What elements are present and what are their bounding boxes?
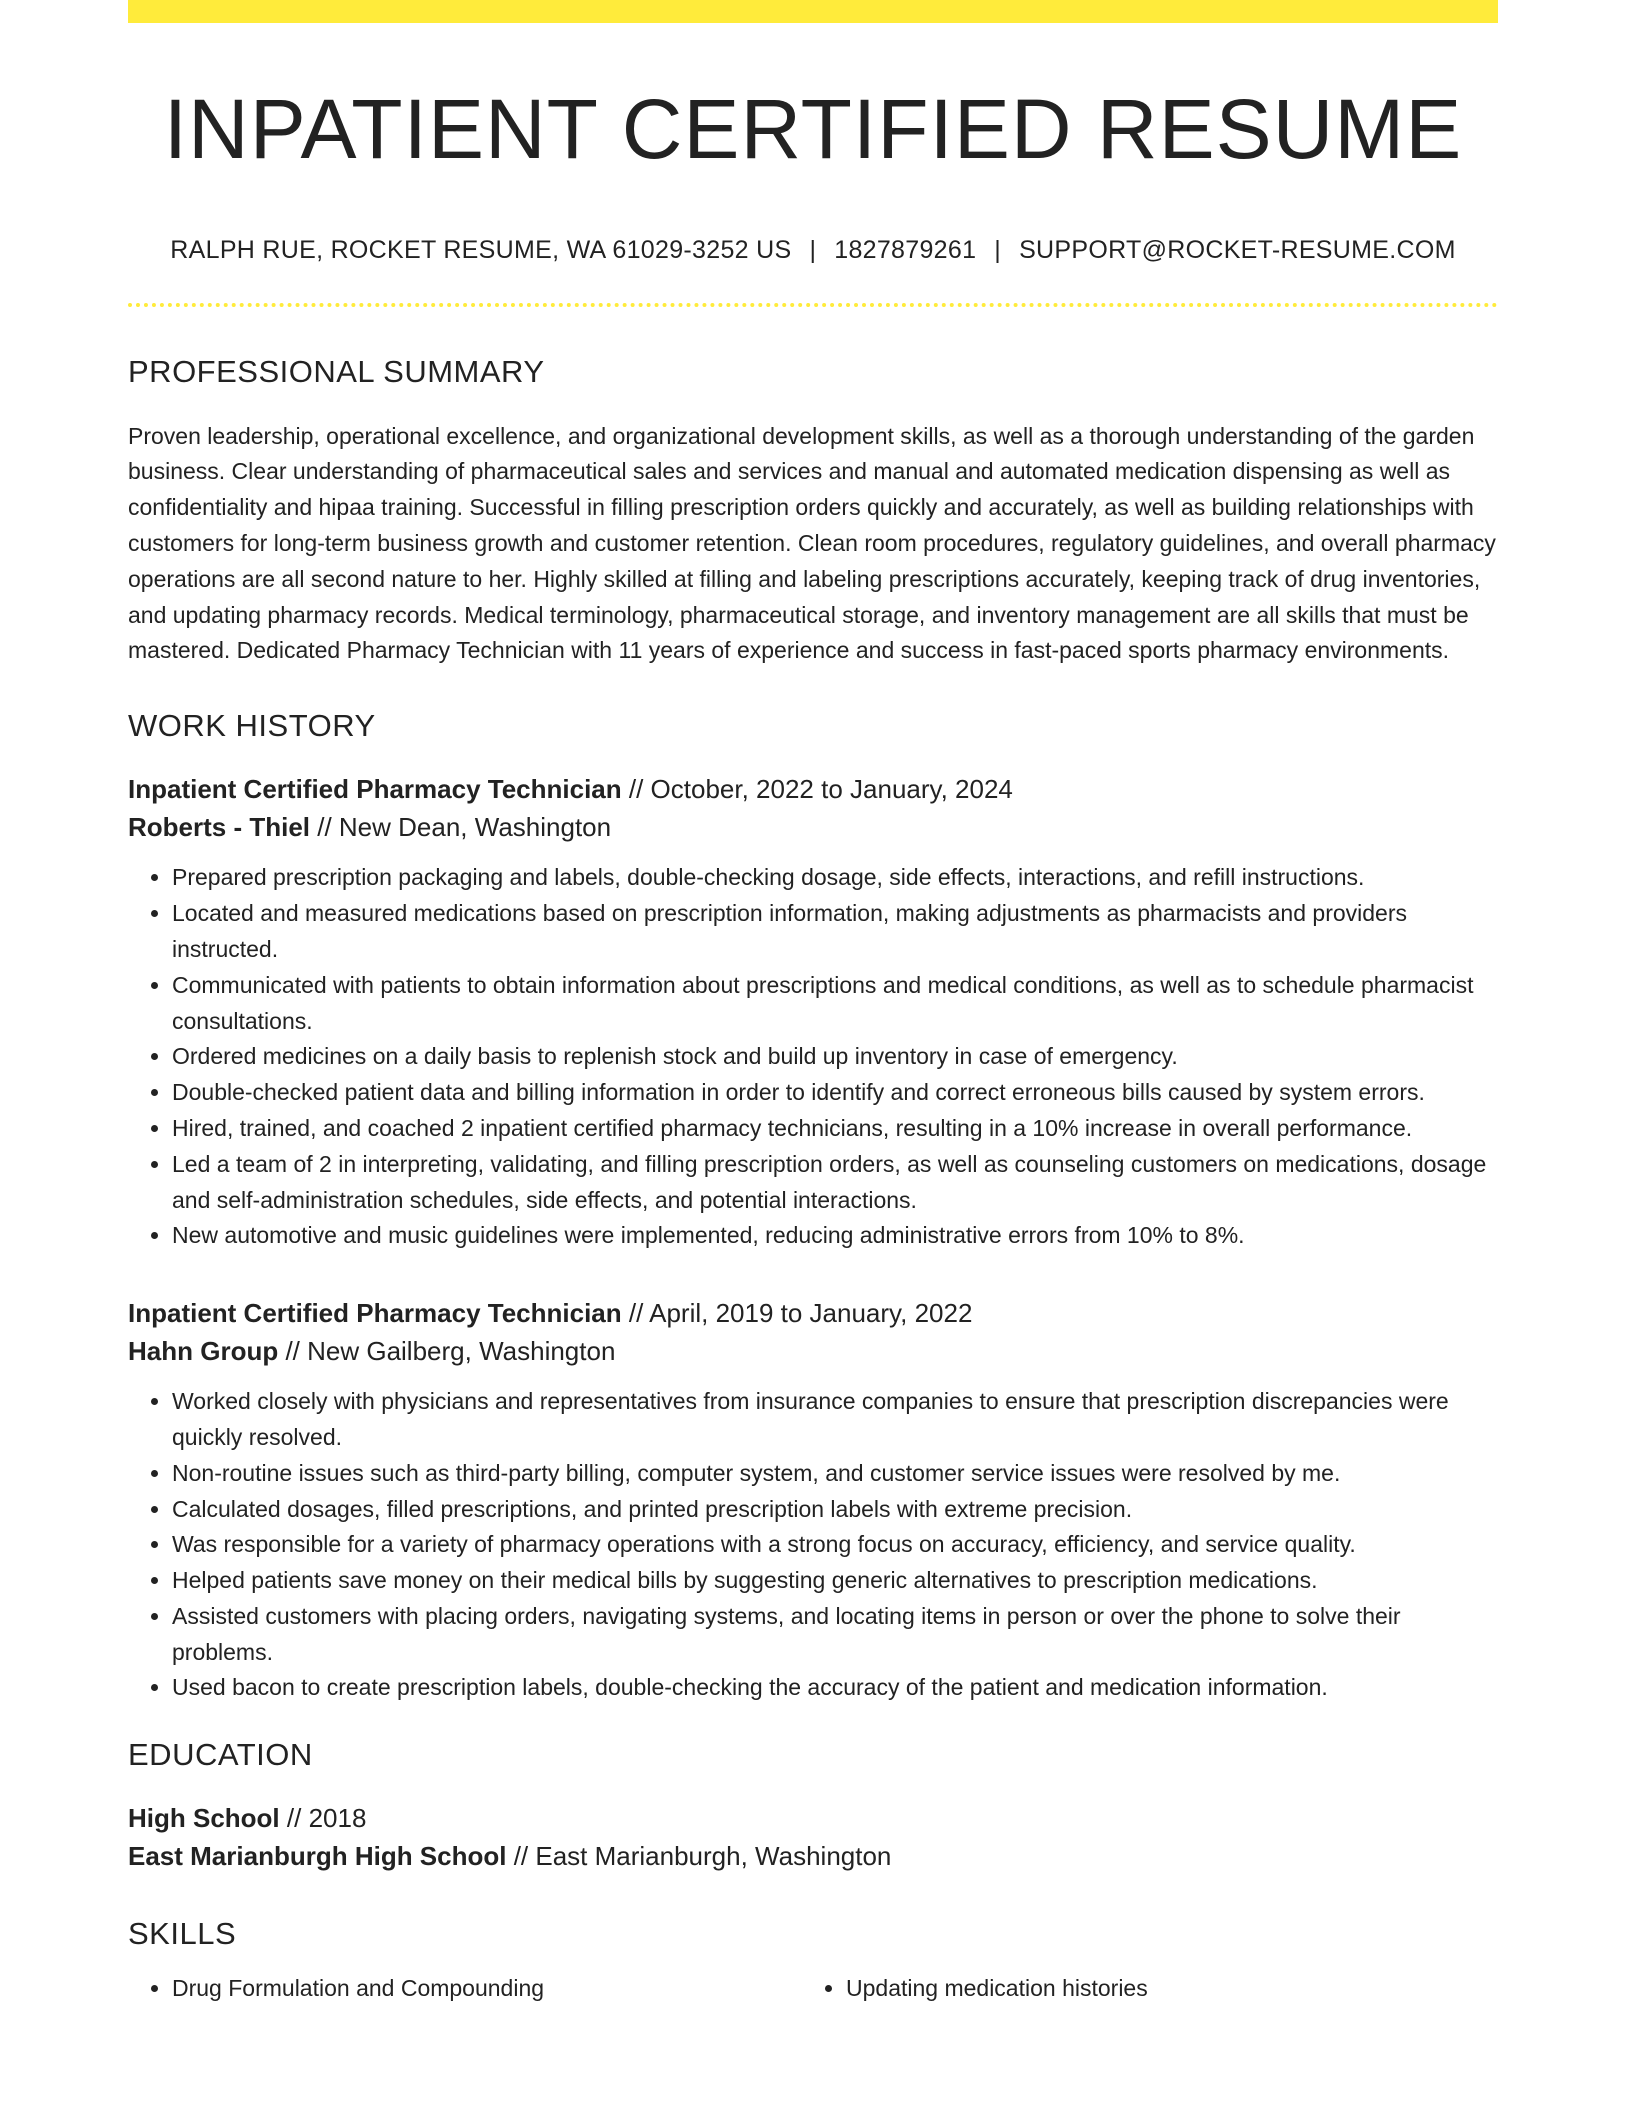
job-dates: // October, 2022 to January, 2024 bbox=[621, 774, 1013, 805]
contact-separator: | bbox=[994, 236, 1002, 265]
job-bullet-list bbox=[128, 860, 1498, 1254]
job-bullet: • Used bacon to create prescription labels, double-checking the accuracy of the patient and medication information. bbox=[172, 1670, 1498, 1706]
skill-item: • Drug Formulation and Compounding bbox=[172, 1971, 802, 2007]
education-year: // 2018 bbox=[279, 1803, 367, 1834]
job-title-line bbox=[128, 770, 1498, 808]
skill-item: • Updating medication histories bbox=[846, 1971, 1498, 2007]
section-heading: PROFESSIONAL SUMMARY bbox=[128, 354, 545, 390]
work-history-section bbox=[128, 707, 1498, 1706]
job-bullet: • Prepared prescription packaging and labels, double-checking dosage, side effects, interactions, and refill instructions. bbox=[172, 860, 1498, 896]
job-company: Hahn Group bbox=[128, 1336, 279, 1367]
job-location: // New Dean, Washington bbox=[310, 812, 612, 843]
education-school: East Marianburgh High School bbox=[128, 1841, 507, 1872]
job-company-line bbox=[128, 1332, 1498, 1370]
contact-line bbox=[128, 235, 1498, 265]
job-bullet: • Was responsible for a variety of pharmacy operations with a strong focus on accuracy, efficiency, and service quality. bbox=[172, 1527, 1498, 1563]
education-section bbox=[128, 1736, 1498, 1875]
education-location: // East Marianburgh, Washington bbox=[506, 1841, 892, 1872]
dotted-divider bbox=[128, 303, 1498, 307]
job-entry bbox=[128, 1294, 1498, 1706]
job-entry bbox=[128, 770, 1498, 1254]
job-title: Inpatient Certified Pharmacy Technician bbox=[128, 774, 622, 805]
job-bullet-list bbox=[128, 1384, 1498, 1706]
contact-separator: | bbox=[809, 236, 817, 265]
resume-page bbox=[128, 0, 1498, 2006]
contact-email: SUPPORT@ROCKET-RESUME.COM bbox=[1019, 236, 1456, 265]
job-bullet: • Ordered medicines on a daily basis to replenish stock and build up inventory in case of emergency. bbox=[172, 1039, 1498, 1075]
section-heading: SKILLS bbox=[128, 1916, 237, 1952]
job-bullet: • Located and measured medications based on prescription information, making adjustments as pharmacists and providers instructed. bbox=[172, 896, 1498, 968]
job-company: Roberts - Thiel bbox=[128, 812, 311, 843]
job-bullet: • Worked closely with physicians and representatives from insurance companies to ensure that prescription discrepancies were quickly resolved. bbox=[172, 1384, 1498, 1456]
skills-grid bbox=[128, 1971, 1498, 2007]
accent-top-bar bbox=[128, 0, 1498, 23]
education-degree: High School bbox=[128, 1803, 280, 1834]
job-bullet: • Hired, trained, and coached 2 inpatient certified pharmacy technicians, resulting in a 10% increase in overall performance. bbox=[172, 1111, 1498, 1147]
job-bullet: • Calculated dosages, filled prescriptions, and printed prescription labels with extreme precision. bbox=[172, 1492, 1498, 1528]
education-school-line bbox=[128, 1837, 1498, 1875]
resume-title: INPATIENT CERTIFIED RESUME bbox=[163, 82, 1463, 176]
job-bullet: • Communicated with patients to obtain information about prescriptions and medical conditions, as well as to schedule pharmacist consultations. bbox=[172, 968, 1498, 1040]
section-heading: EDUCATION bbox=[128, 1737, 313, 1773]
skills-list-right bbox=[802, 1971, 1498, 2007]
contact-address: RALPH RUE, ROCKET RESUME, WA 61029-3252 US bbox=[170, 236, 792, 265]
job-bullet: • Assisted customers with placing orders, navigating systems, and locating items in person or over the phone to solve their problems. bbox=[172, 1599, 1498, 1671]
job-bullet: • Non-routine issues such as third-party billing, computer system, and customer service issues were resolved by me. bbox=[172, 1456, 1498, 1492]
job-title: Inpatient Certified Pharmacy Technician bbox=[128, 1298, 622, 1329]
job-dates: // April, 2019 to January, 2022 bbox=[621, 1298, 973, 1329]
job-title-line bbox=[128, 1294, 1498, 1332]
job-bullet: • Double-checked patient data and billing information in order to identify and correct erroneous bills caused by system errors. bbox=[172, 1075, 1498, 1111]
job-location: // New Gailberg, Washington bbox=[278, 1336, 616, 1367]
job-bullet: • New automotive and music guidelines were implemented, reducing administrative errors from 10% to 8%. bbox=[172, 1218, 1498, 1254]
summary-text: Proven leadership, operational excellence, and organizational development skills, as well as a thorough understanding of the garden business. Clear understanding of pharmaceutical sales and services and manual and automated medication dispensing as well as confidentiality and hipaa training. Successful in filling prescription orders quickly and accurately, as well as building relationships with customers for long-term business growth and customer retention. Clean room procedures, regulatory guidelines, and overall pharmacy operations are all second nature to her. Highly skilled at filling and labeling prescriptions accurately, keeping track of drug inventories, and updating pharmacy records. Medical terminology, pharmaceutical storage, and inventory management are all skills that must be mastered. Dedicated Pharmacy Technician with 11 years of experience and success in fast-paced sports pharmacy environments. bbox=[128, 422, 1496, 664]
contact-phone: 1827879261 bbox=[834, 236, 977, 265]
professional-summary-section bbox=[128, 353, 1498, 669]
section-heading: WORK HISTORY bbox=[128, 708, 376, 744]
education-entry bbox=[128, 1799, 1498, 1875]
job-bullet: • Helped patients save money on their medical bills by suggesting generic alternatives to prescription medications. bbox=[172, 1563, 1498, 1599]
skills-list-left bbox=[128, 1971, 802, 2007]
job-company-line bbox=[128, 808, 1498, 846]
education-degree-line bbox=[128, 1799, 1498, 1837]
skills-section bbox=[128, 1915, 1498, 2006]
job-bullet: • Led a team of 2 in interpreting, validating, and filling prescription orders, as well as counseling customers on medications, dosage and self-administration schedules, side effects, and potential interactions. bbox=[172, 1147, 1498, 1219]
